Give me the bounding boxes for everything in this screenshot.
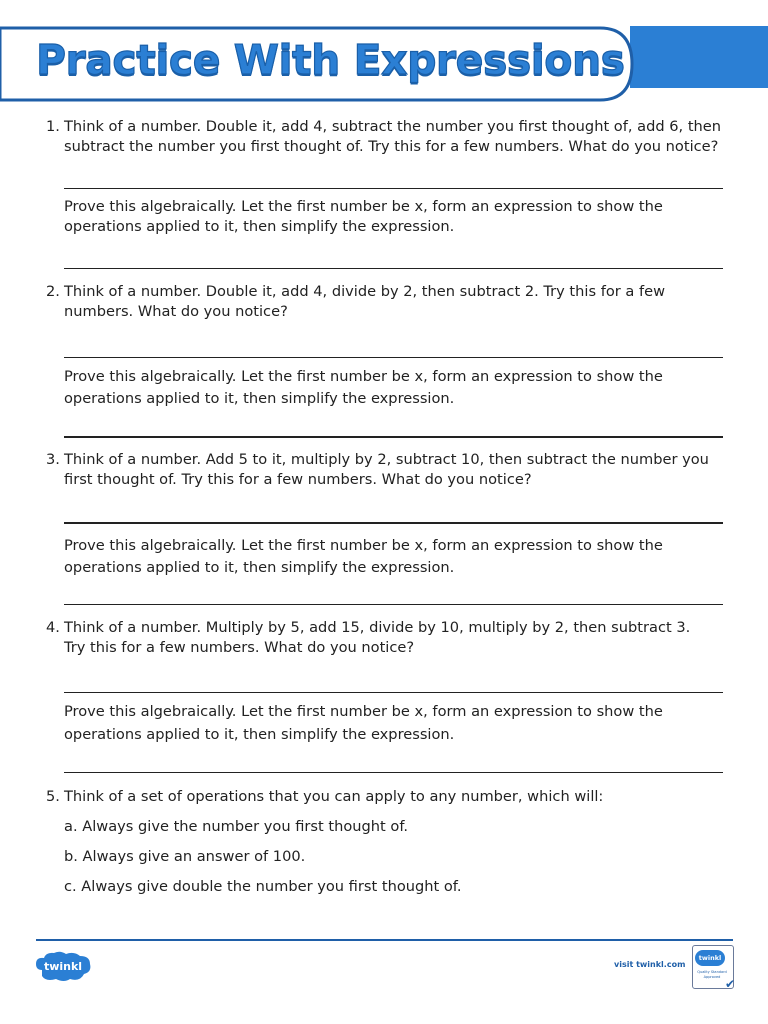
twinkl-logo-text: twinkl bbox=[43, 960, 83, 973]
badge-text: Quality Standard Approved bbox=[697, 970, 727, 979]
answer-line bbox=[64, 522, 723, 524]
question-text-line: Think of a set of operations that you can apply to any number, which will: bbox=[64, 788, 604, 805]
prove-text-line: operations applied to it, then simplify the expression. bbox=[64, 218, 455, 235]
prove-text-line: Prove this algebraically. Let the first number be x, form an expression to show the bbox=[64, 703, 663, 720]
answer-line bbox=[64, 268, 723, 269]
answer-line bbox=[64, 604, 723, 605]
badge-logo: twinkl bbox=[695, 950, 725, 966]
question-number: 3. bbox=[46, 451, 60, 468]
prove-text-line: Prove this algebraically. Let the first number be x, form an expression to show the bbox=[64, 537, 663, 554]
page-title: Practice With Expressions bbox=[36, 36, 625, 84]
visit-link[interactable]: visit twinkl.com bbox=[614, 960, 686, 969]
subpart-a: a. Always give the number you first thought of. bbox=[64, 818, 409, 835]
twinkl-logo[interactable] bbox=[34, 950, 94, 988]
answer-line bbox=[64, 772, 723, 773]
question-number: 5. bbox=[46, 788, 60, 805]
prove-text-line: Prove this algebraically. Let the first number be x, form an expression to show the bbox=[64, 198, 663, 215]
prove-text-line: operations applied to it, then simplify the expression. bbox=[64, 559, 455, 576]
question-text-line: Think of a number. Double it, add 4, divide by 2, then subtract 2. Try this for a few bbox=[64, 283, 666, 300]
twinkl-logo-icon bbox=[34, 950, 94, 984]
answer-line bbox=[64, 357, 723, 358]
answer-line bbox=[64, 188, 723, 189]
question-number: 1. bbox=[46, 118, 60, 135]
answer-line bbox=[64, 692, 723, 693]
footer-divider bbox=[36, 939, 733, 941]
answer-line bbox=[64, 436, 723, 438]
subpart-b: b. Always give an answer of 100. bbox=[64, 848, 306, 865]
question-text-line: Think of a number. Multiply by 5, add 15, divide by 10, multiply by 2, then subtract 3. bbox=[64, 619, 691, 636]
prove-text-line: Prove this algebraically. Let the first number be x, form an expression to show the bbox=[64, 368, 663, 385]
prove-text-line: operations applied to it, then simplify the expression. bbox=[64, 726, 455, 743]
question-number: 2. bbox=[46, 283, 60, 300]
question-number: 4. bbox=[46, 619, 60, 636]
subpart-c: c. Always give double the number you first thought of. bbox=[64, 878, 462, 895]
question-text-line: Think of a number. Double it, add 4, subtract the number you first thought of, add 6, then bbox=[64, 118, 722, 135]
question-text-line: numbers. What do you notice? bbox=[64, 303, 288, 320]
prove-text-line: operations applied to it, then simplify the expression. bbox=[64, 390, 455, 407]
question-text-line: Try this for a few numbers. What do you notice? bbox=[64, 639, 415, 656]
quality-badge bbox=[692, 945, 734, 989]
question-text-line: Think of a number. Add 5 to it, multiply by 2, subtract 10, then subtract the number you bbox=[64, 451, 709, 468]
check-icon: ✔ bbox=[724, 977, 735, 991]
question-text-line: subtract the number you first thought of. Try this for a few numbers. What do you notice? bbox=[64, 138, 719, 155]
question-text-line: first thought of. Try this for a few numbers. What do you notice? bbox=[64, 471, 532, 488]
